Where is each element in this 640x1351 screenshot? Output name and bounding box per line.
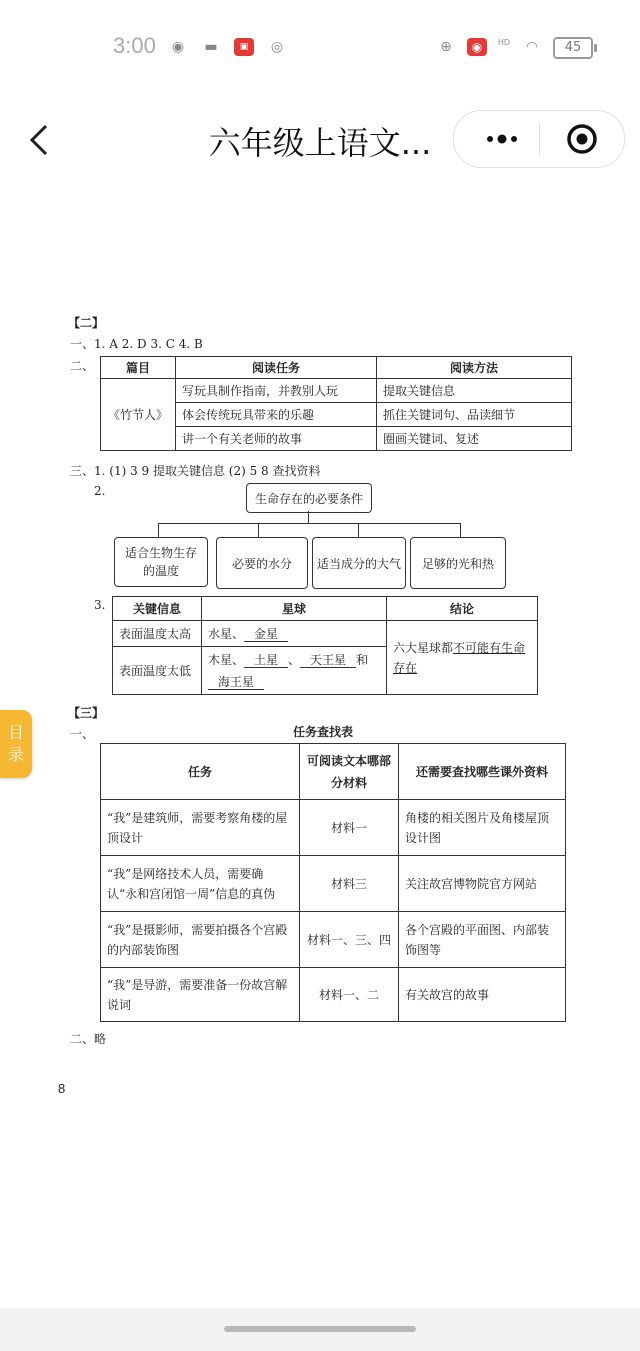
conclusion-prefix: 六大星球都 bbox=[393, 640, 454, 655]
toc-label: 目 bbox=[7, 723, 24, 742]
table-header: 结论 bbox=[387, 597, 538, 621]
table-cell: 写玩具制作指南，并教别人玩 bbox=[176, 379, 377, 403]
target-icon: ◎ bbox=[270, 39, 284, 55]
table-cell: 材料一、二 bbox=[300, 968, 399, 1022]
table-cell: 圈画关键词、复述 bbox=[377, 427, 572, 451]
record-icon: ◉ bbox=[171, 39, 185, 55]
signal-icon: HD bbox=[497, 38, 511, 47]
answer-q3-3-label: 3. bbox=[94, 598, 106, 612]
answer-q3-2-label: 2. bbox=[94, 484, 106, 498]
diagram-connector bbox=[460, 523, 461, 537]
table3-title: 任务查找表 bbox=[293, 725, 354, 739]
table-cell: 《竹节人》 bbox=[101, 379, 176, 451]
table-cell: “我”是建筑师，需要考察角楼的屋顶设计 bbox=[101, 800, 300, 856]
back-button[interactable] bbox=[26, 120, 56, 160]
mini-program-capsule bbox=[453, 110, 625, 168]
more-button[interactable] bbox=[482, 127, 522, 151]
table-cell: 提取关键信息 bbox=[377, 379, 572, 403]
table-cell bbox=[387, 621, 538, 695]
location-icon: ⊕ bbox=[440, 39, 452, 55]
table-cell bbox=[202, 647, 387, 695]
table-header: 关键信息 bbox=[113, 597, 202, 621]
answer-q1: 一、1. A 2. D 3. C 4. B bbox=[70, 337, 203, 351]
table-header: 可阅读文本哪部分材料 bbox=[300, 744, 399, 800]
page-title: 六年级上语文... bbox=[208, 124, 432, 162]
table-cell: 体会传统玩具带来的乐趣 bbox=[176, 403, 377, 427]
diagram-connector bbox=[308, 511, 309, 523]
diagram-child-node: 必要的水分 bbox=[216, 537, 308, 589]
answer-s3-q1-label: 一、 bbox=[70, 727, 95, 741]
table-cell: 抓住关键词句、品读细节 bbox=[377, 403, 572, 427]
table-header: 任务 bbox=[101, 744, 300, 800]
diagram-child-node: 适合生物生存的温度 bbox=[114, 537, 208, 587]
table-header: 星球 bbox=[202, 597, 387, 621]
answer-blank: 金星 bbox=[244, 627, 288, 642]
diagram-connector bbox=[158, 523, 159, 537]
diagram-connector bbox=[158, 523, 460, 524]
status-bar bbox=[0, 0, 640, 90]
close-target-icon bbox=[566, 123, 598, 155]
table-header: 篇目 bbox=[101, 357, 176, 379]
table-cell bbox=[202, 621, 387, 647]
answer-blank: 海王星 bbox=[208, 675, 264, 690]
task-lookup-table bbox=[100, 743, 566, 1022]
separator: 、 bbox=[288, 652, 301, 667]
message-icon: ▬ bbox=[204, 39, 218, 55]
table-cell: “我”是摄影师，需要拍摄各个宫殿的内部装饰图 bbox=[101, 912, 300, 968]
table-cell: 讲一个有关老师的故事 bbox=[176, 427, 377, 451]
reading-task-table bbox=[100, 356, 572, 451]
table-header: 阅读任务 bbox=[176, 357, 377, 379]
table-cell: 材料一、三、四 bbox=[300, 912, 399, 968]
toc-label: 录 bbox=[7, 745, 24, 764]
diagram-child-node: 足够的光和热 bbox=[410, 537, 506, 589]
diagram-root-node: 生命存在的必要条件 bbox=[246, 483, 372, 513]
table-cell: 角楼的相关图片及角楼屋顶设计图 bbox=[399, 800, 566, 856]
answer-q3-1: 三、1. (1) 3 9 提取关键信息 (2) 5 8 查找资料 bbox=[70, 464, 321, 478]
table-cell: 表面温度太低 bbox=[113, 647, 202, 695]
diagram-child-node: 适当成分的大气 bbox=[312, 537, 406, 589]
diagram-connector bbox=[258, 523, 259, 537]
section-heading-3: 【三】 bbox=[68, 706, 105, 720]
table-cell: 表面温度太高 bbox=[113, 621, 202, 647]
table-cell: 关注故宫博物院官方网站 bbox=[399, 856, 566, 912]
wifi-icon: ◠ bbox=[525, 39, 539, 55]
status-time: 3:00 bbox=[113, 33, 156, 58]
app-badge-icon: ▣ bbox=[234, 38, 254, 56]
answer-blank: 天王星 bbox=[300, 653, 356, 668]
page-number: 8 bbox=[58, 1081, 66, 1096]
table-cell: “我”是网络技术人员，需要确认“永和宫闭馆一周”信息的真伪 bbox=[101, 856, 300, 912]
conjunction: 和 bbox=[356, 652, 369, 667]
table-header: 还需要查找哪些课外资料 bbox=[399, 744, 566, 800]
chevron-left-icon bbox=[26, 120, 56, 160]
answer-s3-q2: 二、略 bbox=[70, 1032, 107, 1046]
answer-q2-label: 二、 bbox=[70, 359, 95, 373]
battery-icon: 45 bbox=[553, 37, 593, 59]
table-cell: 材料一 bbox=[300, 800, 399, 856]
home-indicator[interactable] bbox=[224, 1326, 416, 1332]
screen-record-icon: ◉ bbox=[467, 38, 487, 56]
section-heading-2: 【二】 bbox=[68, 316, 105, 330]
table-cell: 有关故宫的故事 bbox=[399, 968, 566, 1022]
answer-blank: 不可能有生命存在 bbox=[393, 640, 526, 675]
planet-prefix: 水星、 bbox=[208, 627, 245, 641]
table-header: 阅读方法 bbox=[377, 357, 572, 379]
more-dots-icon bbox=[482, 127, 522, 151]
planet-table bbox=[112, 596, 538, 695]
answer-blank: 土星 bbox=[244, 653, 288, 668]
close-button[interactable] bbox=[566, 123, 598, 155]
planet-prefix: 木星、 bbox=[208, 652, 245, 667]
toc-button[interactable] bbox=[0, 710, 32, 778]
capsule-divider bbox=[539, 123, 540, 155]
table-cell: 各个宫殿的平面图、内部装饰图等 bbox=[399, 912, 566, 968]
diagram-connector bbox=[358, 523, 359, 537]
table-cell: 材料三 bbox=[300, 856, 399, 912]
table-cell: “我”是导游，需要准备一份故宫解说词 bbox=[101, 968, 300, 1022]
